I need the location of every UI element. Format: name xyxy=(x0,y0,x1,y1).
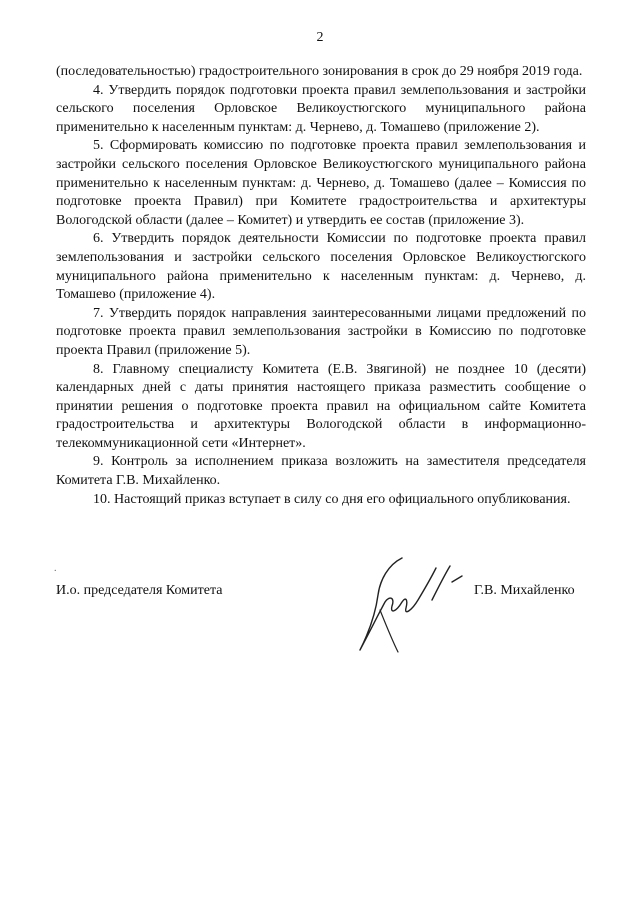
handwritten-signature xyxy=(340,540,470,660)
paragraph-item-4: 4. Утвердить порядок подготовки проекта правил землепользования и застройки сельского поселения Орловское Великоустюгского муниципального района применительно к населенным пунктам: д. Чернево, д. Томашево (приложение 2). xyxy=(56,82,586,135)
paragraph-item-5: 5. Сформировать комиссию по подготовке проекта правил землепользования и застройки сельского поселения Орловское Великоустюгского муниципального района применительно к населенным пунктам: д. Чернево, д. Томашево (далее – Комиссия по подготовке проекта Правил) при Комитете градостроительства и архитектуры Вологодской области (далее – Комитет) и утвердить ее состав (приложение 3). xyxy=(56,138,586,228)
paragraph-item-9: 9. Контроль за исполнением приказа возложить на заместителя председателя Комитета Г.В. Михайленко. xyxy=(56,454,586,489)
stray-mark: . xyxy=(54,563,57,574)
page-number: 2 xyxy=(316,30,324,45)
signatory-name: Г.В. Михайленко xyxy=(474,583,575,598)
paragraph-item-8: 8. Главному специалисту Комитета (Е.В. Звягиной) не позднее 10 (десяти) календарных дней с даты принятия настоящего приказа разместить сообщение о принятии решения о подготовке проекта правил на официальном сайте Комитета градостроительства и архитектуры Вологодской области в информационно-телекоммуникационной сети «Интернет». xyxy=(56,361,586,451)
paragraph-item-6: 6. Утвердить порядок деятельности Комиссии по подготовке проекта правил землепользования и застройки сельского поселения Орловское Великоустюгского муниципального района применительно к населенным пунктам: д. Чернево, д. Томашево (приложение 4). xyxy=(56,231,586,303)
signatory-position: И.о. председателя Комитета xyxy=(56,583,223,598)
paragraph-continuation: (последовательностью) градостроительного зонирования в срок до 29 ноября 2019 года. xyxy=(56,64,583,79)
paragraph-item-10: 10. Настоящий приказ вступает в силу со дня его официального опубликования. xyxy=(93,491,571,507)
paragraph-item-7: 7. Утвердить порядок направления заинтересованными лицами предложений по подготовке проекта правил землепользования застройки в Комиссию по подготовке проекта Правил (приложение 5). xyxy=(56,305,586,358)
document-body xyxy=(56,63,586,509)
